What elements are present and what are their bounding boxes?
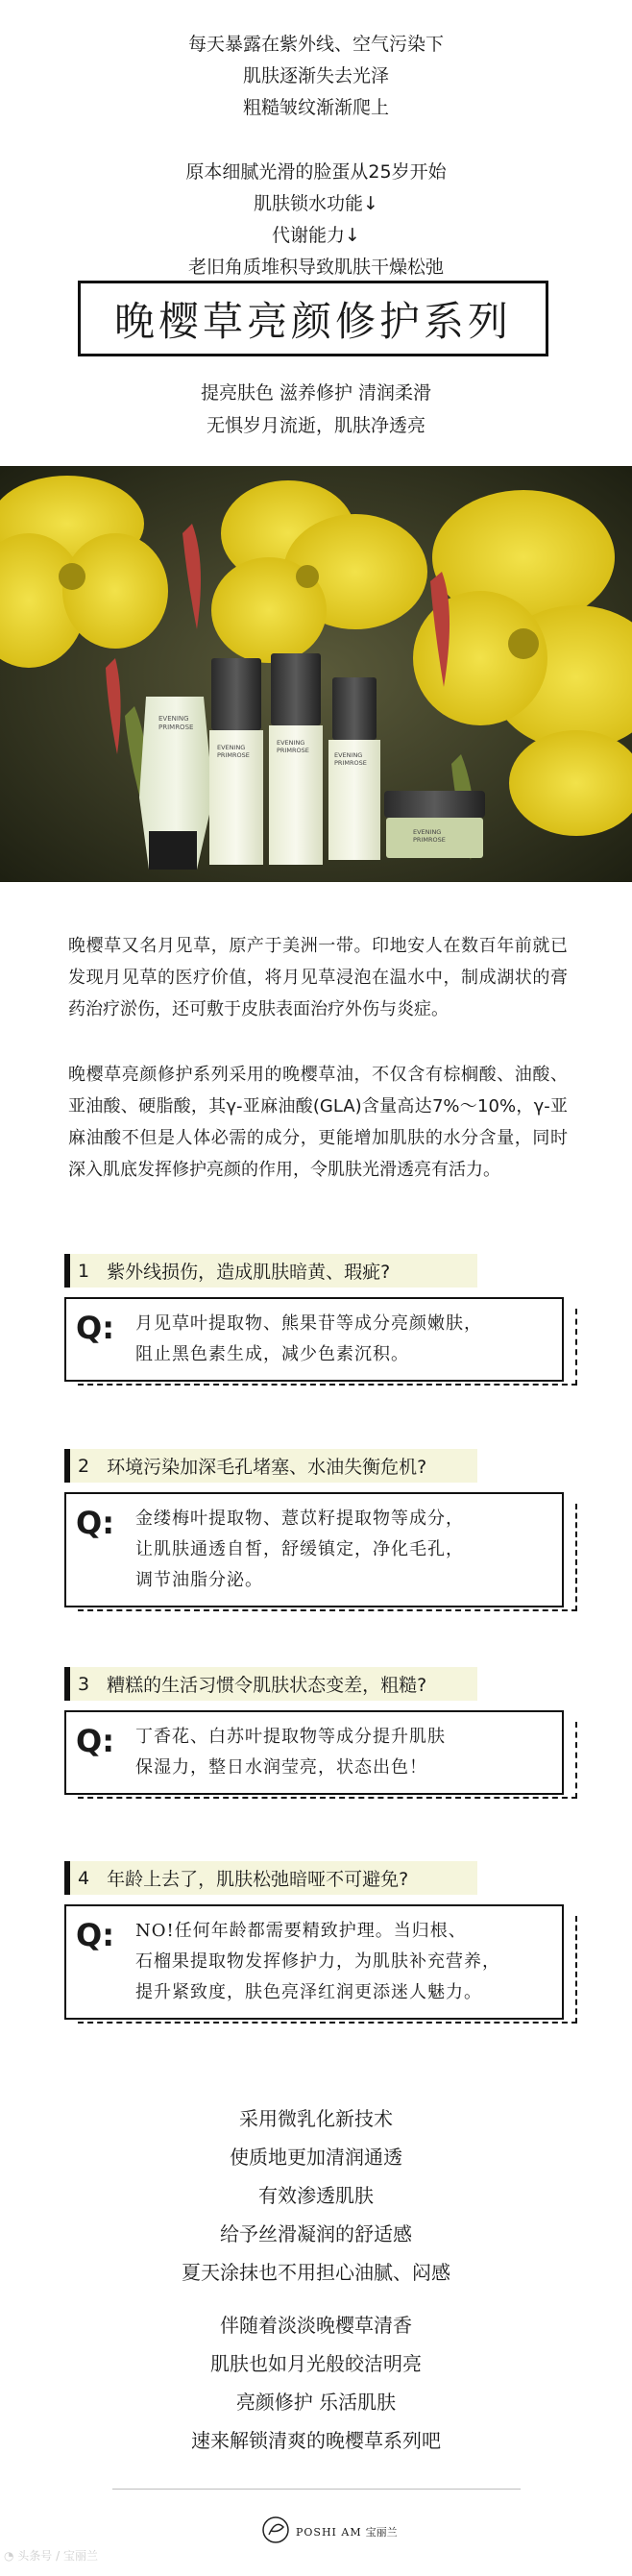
intro-text [0,29,632,283]
closing-line: 肌肤也如月光般皎洁明亮 [210,2352,422,2375]
svg-text:EVENING: EVENING [413,828,442,836]
closing-line: 采用微乳化新技术 [239,2107,393,2130]
paragraph-ingredients: 晚樱草亮颜修护系列采用的晚樱草油，不仅含有棕榈酸、油酸、亚油酸、硬脂酸，其γ-亚麻油酸(GLA)含量高达7%～10%，γ-亚麻油酸不但是人体必需的成分，更能增加肌肤的水分含量，同时深入肌底发挥修护亮颜的作用，令肌肤光滑透亮有活力。 [68,1065,568,1180]
svg-text:PRIMROSE: PRIMROSE [277,747,309,754]
q-mark: Q: [76,1723,114,1759]
answer-line: NO!任何年龄都需要精致护理。当归根、 [135,1921,467,1941]
brand-mark-icon [259,2514,292,2550]
subtitle-line: 提亮肤色 滋养修护 清润柔滑 [200,382,432,404]
answer-line: 让肌肤通透自皙，舒缓镇定，净化毛孔， [135,1539,464,1559]
question-banner [64,1667,477,1701]
svg-text:EVENING: EVENING [158,715,189,723]
question-banner [64,1861,477,1895]
answer-box [64,1904,564,2020]
question-number: 2 [78,1455,90,1477]
closing-line: 有效渗透肌肤 [258,2184,374,2207]
qa-item-1 [64,1254,573,1364]
intro-line: 粗糙皱纹渐渐爬上 [242,97,389,118]
intro-line: 肌肤逐渐失去光泽 [242,65,389,86]
q-mark: Q: [76,1917,114,1953]
answer-line: 调节油脂分泌。 [135,1570,263,1590]
answer-text [135,1504,464,1596]
answer-box [64,1492,564,1607]
closing-line: 给予丝滑凝润的舒适感 [220,2222,412,2245]
brand-logo [259,2513,398,2551]
answer-line: 月见草叶提取物、熊果苷等成分亮颜嫩肤， [135,1313,482,1334]
answer-line: 金缕梅叶提取物、薏苡籽提取物等成分， [135,1509,464,1529]
closing-line: 伴随着淡淡晚樱草清香 [220,2314,412,2337]
closing-line: 亮颜修护 乐活肌肤 [235,2391,397,2414]
hero-product-image [0,466,632,882]
qa-item-2 [64,1449,573,1590]
subtitle-line: 无惧岁月流逝，肌肤净透亮 [206,415,425,436]
question-banner [64,1254,477,1288]
question-text: 紫外线损伤，造成肌肤暗黄、瑕疵? [107,1262,391,1283]
svg-text:PRIMROSE: PRIMROSE [413,836,446,844]
answer-line: 丁香花、白苏叶提取物等成分提升肌肤 [135,1727,446,1747]
closing-line: 夏天涂抹也不用担心油腻、闷感 [182,2261,450,2284]
product-bottle-2 [269,653,323,865]
answer-line: 保湿力，整日水润莹亮，状态出色！ [135,1757,427,1778]
answer-text [135,1916,500,2008]
footer-divider [112,2489,521,2490]
closing-block-1 [0,2099,632,2292]
q-mark: Q: [76,1310,114,1346]
toutiao-icon: ◔ [4,2548,18,2563]
svg-text:EVENING: EVENING [334,751,363,759]
watermark-text: 头条号 / 宝丽兰 [17,2549,98,2563]
answer-box [64,1710,564,1795]
svg-text:EVENING: EVENING [277,739,305,747]
answer-line: 石榴果提取物发挥修护力，为肌肤补充营养， [135,1951,500,1972]
paragraph-origin: 晚樱草又名月见草，原产于美洲一带。印地安人在数百年前就已发现月见草的医疗价值，将月见草浸泡在温水中，制成湖状的膏药治疗淤伤，还可敷于皮肤表面治疗外伤与炎症。 [68,936,568,1019]
question-number: 3 [78,1673,90,1695]
product-bottle-1 [209,658,263,865]
brand-name: POSHI AM [296,2525,362,2539]
question-number: 4 [78,1867,90,1889]
question-banner [64,1449,477,1483]
product-tube [139,697,213,870]
page-title: 晚樱草亮颜修护系列 [78,281,548,356]
svg-text:PRIMROSE: PRIMROSE [158,724,194,731]
intro-line: 原本细腻光滑的脸蛋从25岁开始 [185,161,447,183]
intro-line: 代谢能力↓ [272,225,360,246]
brand-name-cn: 宝丽兰 [365,2526,398,2539]
svg-text:PRIMROSE: PRIMROSE [217,751,250,759]
closing-line: 速来解锁清爽的晚樱草系列吧 [191,2429,441,2452]
answer-text [135,1722,446,1783]
intro-line: 肌肤锁水功能↓ [254,193,378,214]
qa-item-3 [64,1667,573,1778]
product-bottle-3 [328,677,380,860]
answer-line: 提升紧致度，肤色亮泽红润更添迷人魅力。 [135,1982,482,2002]
answer-text [135,1309,482,1370]
question-number: 1 [78,1260,90,1282]
question-text: 年龄上去了，肌肤松弛暗哑不可避免? [107,1869,409,1890]
intro-line: 每天暴露在紫外线、空气污染下 [187,34,444,55]
watermark [4,2547,98,2564]
subtitle [0,377,632,442]
answer-line: 阻止黑色素生成，减少色素沉积。 [135,1344,409,1364]
qa-item-4 [64,1861,573,2002]
question-text: 糟糕的生活习惯令肌肤状态变差，粗糙? [107,1675,427,1696]
intro-line: 老旧角质堆积导致肌肤干燥松弛 [187,257,444,278]
answer-box [64,1297,564,1382]
product-jar [384,791,485,858]
svg-text:PRIMROSE: PRIMROSE [334,759,367,767]
question-text: 环境污染加深毛孔堵塞、水油失衡危机? [107,1457,427,1478]
svg-text:EVENING: EVENING [217,744,246,751]
closing-line: 使质地更加清润通透 [230,2146,402,2169]
q-mark: Q: [76,1505,114,1541]
closing-block-2 [0,2306,632,2460]
